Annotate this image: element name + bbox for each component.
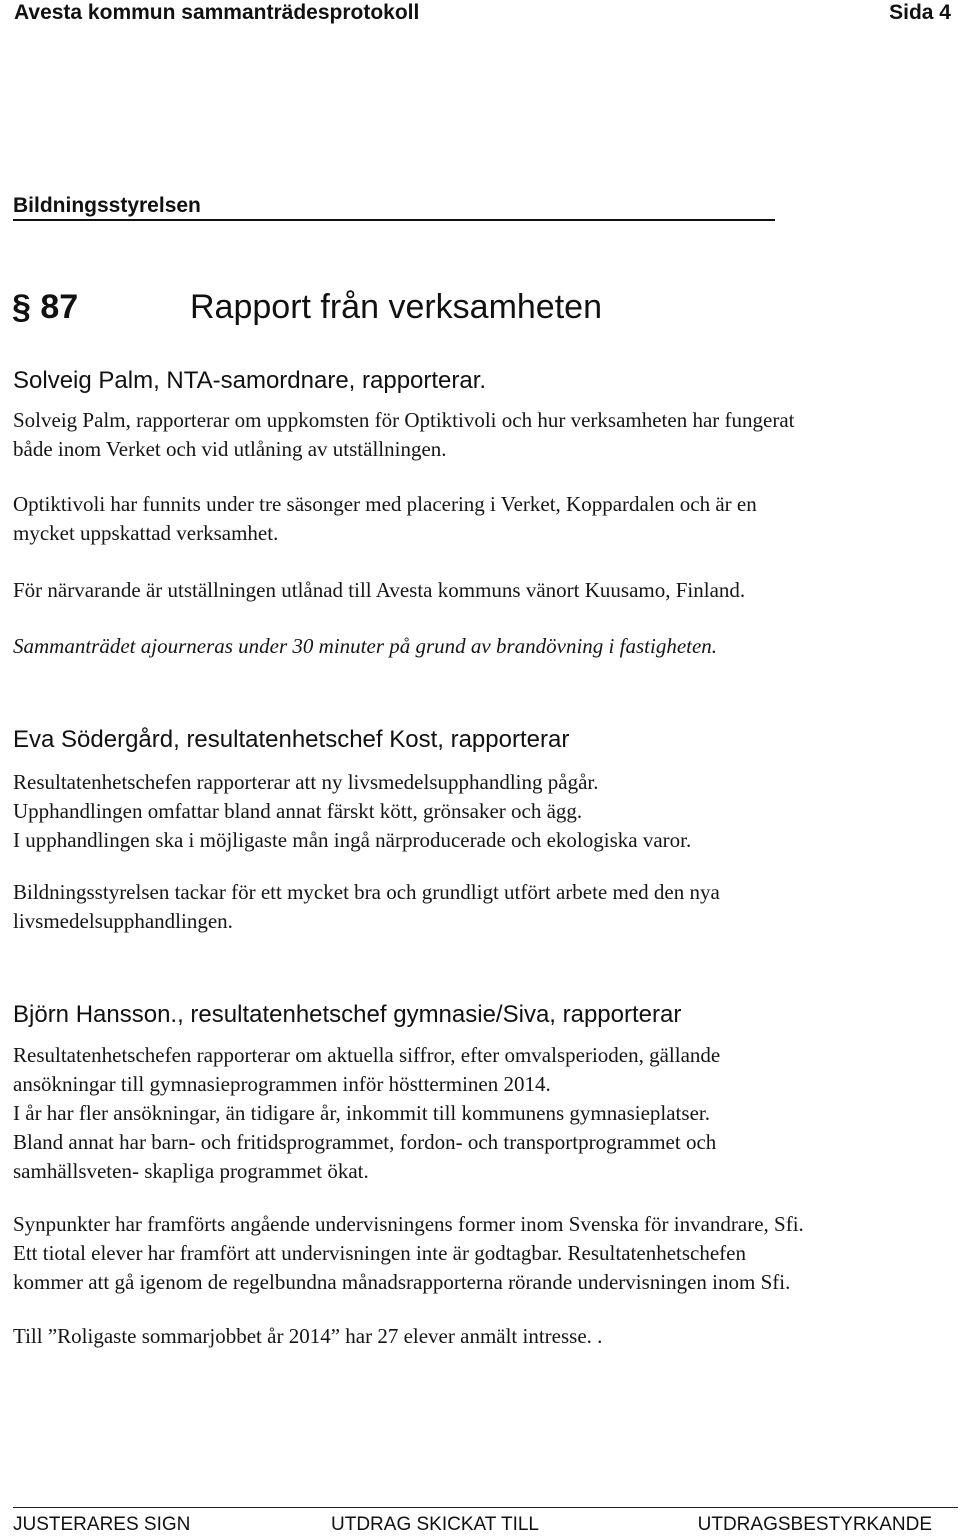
paragraph-line: Resultatenhetschefen rapporterar om aktuella siffror, efter omvalsperioden, gällande [13,1043,721,1067]
paragraph [13,878,720,936]
section-number: § 87 [12,288,79,326]
paragraph-line: kommer att gå igenom de regelbundna månadsrapporterna rörande undervisningen inom Sfi. [13,1270,791,1294]
footer-extract-sent-to: UTDRAG SKICKAT TILL [331,1514,539,1535]
page-number: Sida 4 [889,1,951,24]
paragraph-line: Optiktivoli har funnits under tre säsonger med placering i Verket, Koppardalen och är en [13,492,757,516]
footer-divider [13,1507,958,1508]
paragraph [13,576,745,605]
paragraph-line: Synpunkter har framförts angående undervisningens former inom Svenska för invandrare, Sfi. [13,1212,804,1236]
report-heading-eva-sodergard: Eva Södergård, resultatenhetschef Kost, rapporterar [13,726,570,753]
section-title: Rapport från verksamheten [190,288,602,326]
paragraph-line: Ett tiotal elever har framfört att undervisningen inte är godtagbar. Resultatenhetschefen [13,1241,746,1265]
footer-extract-certification: UTDRAGSBESTYRKANDE [697,1514,932,1535]
paragraph-line: I upphandlingen ska i möjligaste mån ingå närproducerade och ekologiska varor. [13,828,692,852]
paragraph [13,1322,602,1351]
committee-underline [13,219,775,221]
paragraph-line: För närvarande är utställningen utlånad till Avesta kommuns vänort Kuusamo, Finland. [13,578,746,602]
report-heading-solveig-palm: Solveig Palm, NTA-samordnare, rapporterar. [13,367,487,394]
paragraph [13,1041,720,1186]
paragraph-line: Resultatenhetschefen rapporterar att ny livsmedelsupphandling pågår. [13,770,599,794]
paragraph-line: Upphandlingen omfattar bland annat färskt kött, grönsaker och ägg. [13,799,583,823]
paragraph [13,406,794,464]
paragraph-line: Till ”Roligaste sommarjobbet år 2014” har 27 elever anmält intresse. . [13,1324,603,1348]
paragraph-line: både inom Verket och vid utlåning av utställningen. [13,437,447,461]
adjournment-note: Sammanträdet ajourneras under 30 minuter på grund av brandövning i fastigheten. [13,634,718,658]
paragraph-line: Bildningsstyrelsen tackar för ett mycket bra och grundligt utfört arbete med den nya [13,880,720,904]
paragraph-line: livsmedelsupphandlingen. [13,909,233,933]
paragraph [13,490,757,548]
paragraph-line: ansökningar till gymnasieprogrammen inför höstterminen 2014. [13,1072,551,1096]
paragraph [13,768,691,855]
document-title: Avesta kommun sammanträdesprotokoll [14,1,420,24]
paragraph-line: Bland annat har barn- och fritidsprogrammet, fordon- och transportprogrammet och [13,1130,717,1154]
footer-adjuster-signature: JUSTERARES SIGN [13,1514,191,1535]
committee-name: Bildningsstyrelsen [13,194,201,217]
paragraph-line: mycket uppskattad verksamhet. [13,521,279,545]
report-heading-bjorn-hansson: Björn Hansson., resultatenhetschef gymnasie/Siva, rapporterar [13,1001,682,1028]
paragraph-line: Solveig Palm, rapporterar om uppkomsten för Optiktivoli och hur verksamheten har fungerat [13,408,795,432]
paragraph-line: samhällsveten- skapliga programmet ökat. [13,1159,369,1183]
paragraph-line: I år har fler ansökningar, än tidigare år, inkommit till kommunens gymnasieplatser. [13,1101,710,1125]
paragraph [13,1210,804,1297]
